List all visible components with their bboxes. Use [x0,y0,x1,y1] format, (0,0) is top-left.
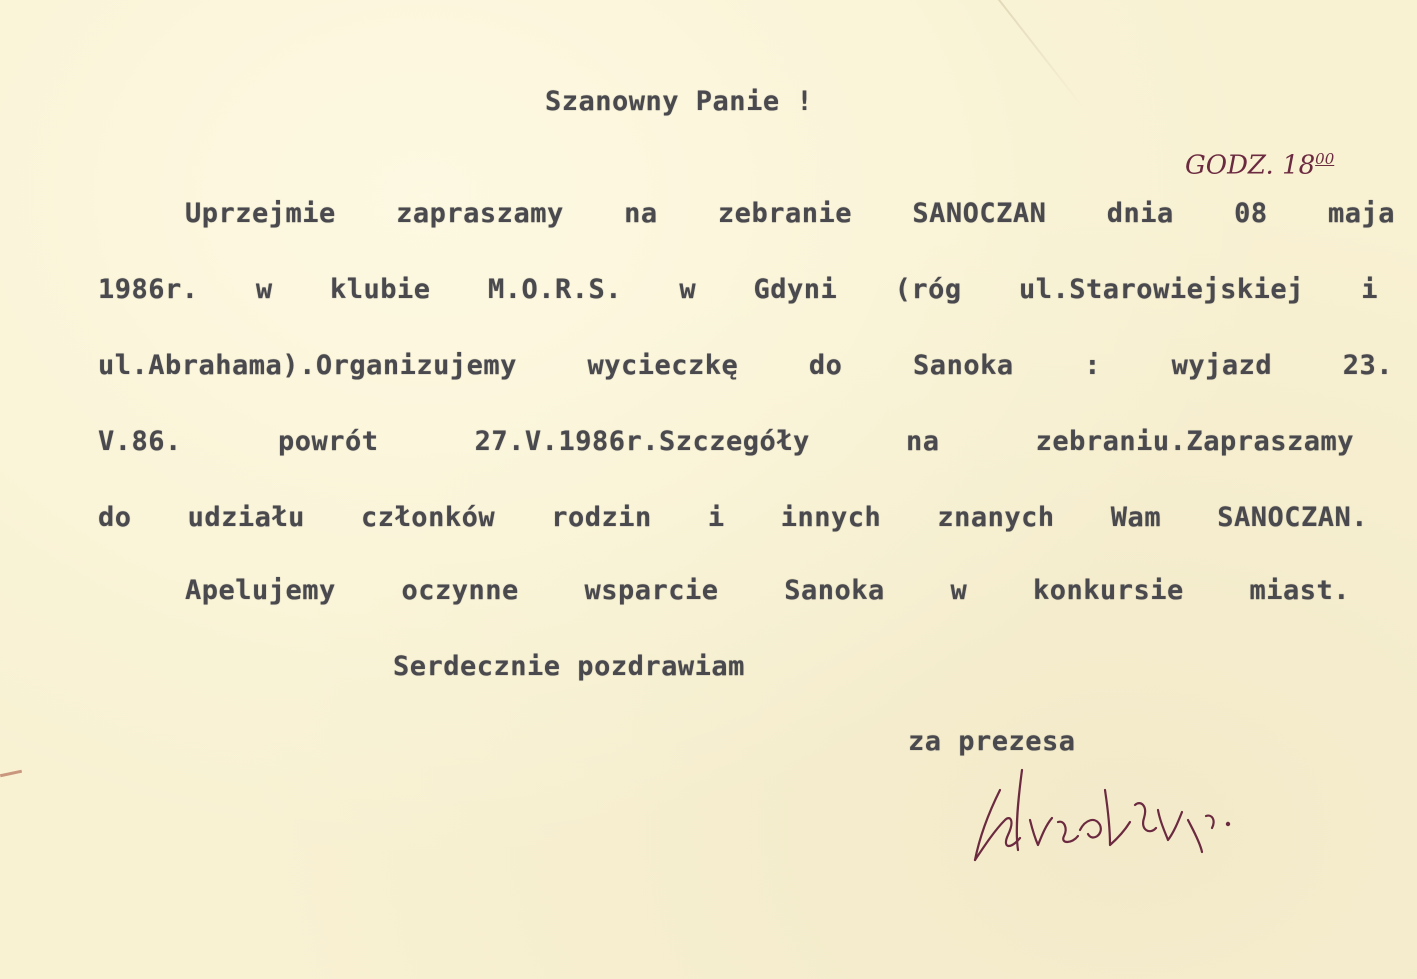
edge-mark [0,770,22,778]
handwritten-time-text: GODZ. 18 [1185,150,1316,181]
body-line-2: 1986r. w klubie M.O.R.S. w Gdyni (róg ul.Starowiejskiej i [98,274,1378,305]
handwritten-time-minutes: 00 [1315,150,1335,168]
greeting-line: Serdecznie pozdrawiam [393,651,745,682]
paper-crease [990,0,1084,108]
appeal-line: Apelujemy oczynne wsparcie Sanoka w konkursie miast. [185,575,1350,606]
handwritten-time-note [1185,150,1334,181]
signature [960,750,1300,870]
body-line-3: ul.Abrahama).Organizujemy wycieczkę do Sanoka : wyjazd 23. [98,350,1393,381]
body-line-5: do udziału członków rodzin i innych znanych Wam SANOCZAN. [98,502,1368,533]
body-line-4: V.86. powrót 27.V.1986r.Szczegóły na zebraniu.Zapraszamy [98,426,1354,457]
salutation: Szanowny Panie ! [545,86,814,117]
body-line-1: Uprzejmie zapraszamy na zebranie SANOCZAN dnia 08 maja [185,198,1395,229]
closing-line: za prezesa [908,726,1076,757]
